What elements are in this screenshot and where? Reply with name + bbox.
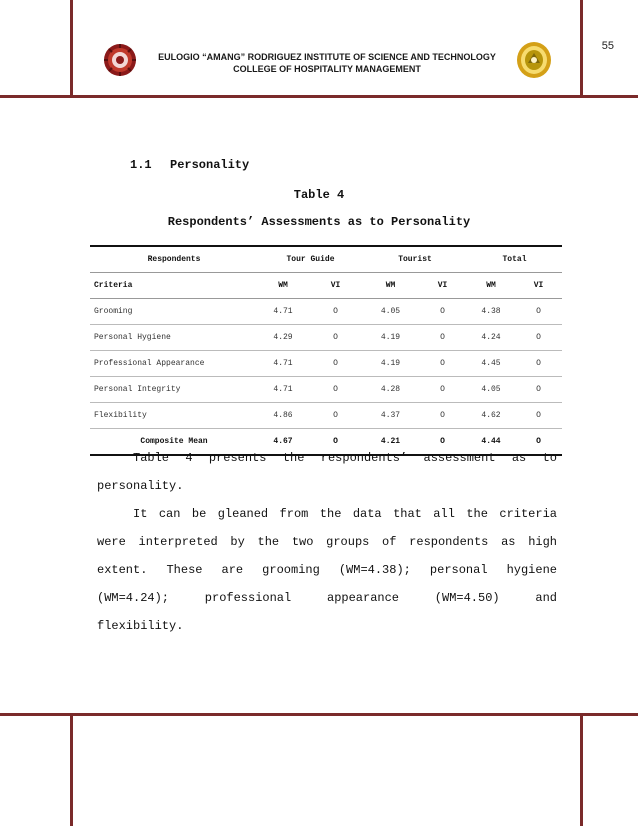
wm-cell: 4.19: [363, 351, 418, 377]
table-row: [90, 299, 562, 325]
table-number: Table 4: [293, 188, 345, 202]
page-number: 55: [601, 40, 614, 52]
paragraph-line: Table 4 presents the respondents’ assessment as to: [133, 451, 557, 465]
paragraph-2: [97, 500, 557, 640]
college-name: COLLEGE OF HOSPITALITY MANAGEMENT: [233, 64, 421, 74]
table-row: [90, 377, 562, 403]
table-row: [90, 325, 562, 351]
institution-name: EULOGIO “AMANG” RODRIGUEZ INSTITUTE OF SCIENCE AND TECHNOLOGY: [158, 52, 496, 62]
vi-cell: O: [308, 299, 363, 325]
wm-cell: 4.05: [467, 377, 515, 403]
paragraph-line: (WM=4.24); professional appearance (WM=4.50) and: [97, 591, 557, 605]
tour-guide-header: Tour Guide: [258, 246, 363, 273]
bottom-vertical-rule-right: [580, 713, 583, 826]
vi-header: VI: [515, 273, 562, 299]
wm-cell: 4.71: [258, 377, 308, 403]
vi-cell: O: [418, 377, 467, 403]
wm-header: WM: [363, 273, 418, 299]
wm-cell: 4.45: [467, 351, 515, 377]
wm-cell: 4.05: [363, 299, 418, 325]
vi-cell: O: [308, 429, 363, 456]
vi-cell: O: [308, 351, 363, 377]
vi-cell: O: [418, 325, 467, 351]
footer-horizontal-rule: [0, 713, 638, 716]
section-number: 1.1: [130, 158, 152, 172]
vi-cell: O: [515, 299, 562, 325]
paragraph-line: personality.: [97, 479, 184, 493]
wm-cell: 4.71: [258, 351, 308, 377]
vi-cell: O: [308, 377, 363, 403]
vi-cell: O: [308, 403, 363, 429]
wm-cell: 4.44: [467, 429, 515, 456]
total-header: Total: [467, 246, 562, 273]
table-group-header-row: [90, 246, 562, 273]
top-vertical-rule-left: [70, 0, 73, 95]
vi-cell: O: [515, 377, 562, 403]
paragraph-line: It can be gleaned from the data that all the criteria: [133, 507, 557, 521]
vi-cell: O: [515, 325, 562, 351]
wm-cell: 4.37: [363, 403, 418, 429]
composite-label: Composite Mean: [90, 429, 258, 456]
tourist-header: Tourist: [363, 246, 467, 273]
criteria-header: Criteria: [90, 273, 258, 299]
paragraph-line: were interpreted by the two groups of respondents as high: [97, 535, 557, 549]
assessment-table: [90, 245, 562, 456]
criteria-cell: Flexibility: [90, 403, 258, 429]
section-heading: [130, 158, 249, 172]
table-row: [90, 351, 562, 377]
vi-cell: O: [418, 351, 467, 377]
paragraph-1: [97, 444, 557, 500]
college-seal-logo: [516, 41, 552, 79]
vi-cell: O: [515, 403, 562, 429]
section-title: Personality: [170, 158, 250, 172]
vi-cell: O: [308, 325, 363, 351]
table-sub-header-row: [90, 273, 562, 299]
vi-cell: O: [418, 429, 467, 456]
vi-cell: O: [418, 403, 467, 429]
wm-cell: 4.24: [467, 325, 515, 351]
criteria-cell: Personal Hygiene: [90, 325, 258, 351]
vi-header: VI: [418, 273, 467, 299]
institution-header: [140, 51, 514, 75]
wm-cell: 4.86: [258, 403, 308, 429]
table-row: [90, 403, 562, 429]
respondents-header: Respondents: [90, 246, 258, 273]
wm-cell: 4.38: [467, 299, 515, 325]
wm-header: WM: [258, 273, 308, 299]
criteria-cell: Professional Appearance: [90, 351, 258, 377]
top-vertical-rule-right: [580, 0, 583, 95]
criteria-cell: Grooming: [90, 299, 258, 325]
wm-cell: 4.67: [258, 429, 308, 456]
wm-cell: 4.29: [258, 325, 308, 351]
paragraph-line: flexibility.: [97, 619, 184, 633]
wm-header: WM: [467, 273, 515, 299]
vi-header: VI: [308, 273, 363, 299]
paragraph-line: extent. These are grooming (WM=4.38); personal hygiene: [97, 563, 557, 577]
vi-cell: O: [515, 429, 562, 456]
vi-cell: O: [418, 299, 467, 325]
wm-cell: 4.62: [467, 403, 515, 429]
bottom-vertical-rule-left: [70, 713, 73, 826]
vi-cell: O: [515, 351, 562, 377]
table-title: Respondents’ Assessments as to Personality: [167, 215, 471, 229]
wm-cell: 4.21: [363, 429, 418, 456]
header-horizontal-rule: [0, 95, 638, 98]
criteria-cell: Personal Integrity: [90, 377, 258, 403]
wm-cell: 4.19: [363, 325, 418, 351]
wm-cell: 4.71: [258, 299, 308, 325]
wm-cell: 4.28: [363, 377, 418, 403]
gear-seal-logo: [103, 43, 137, 77]
